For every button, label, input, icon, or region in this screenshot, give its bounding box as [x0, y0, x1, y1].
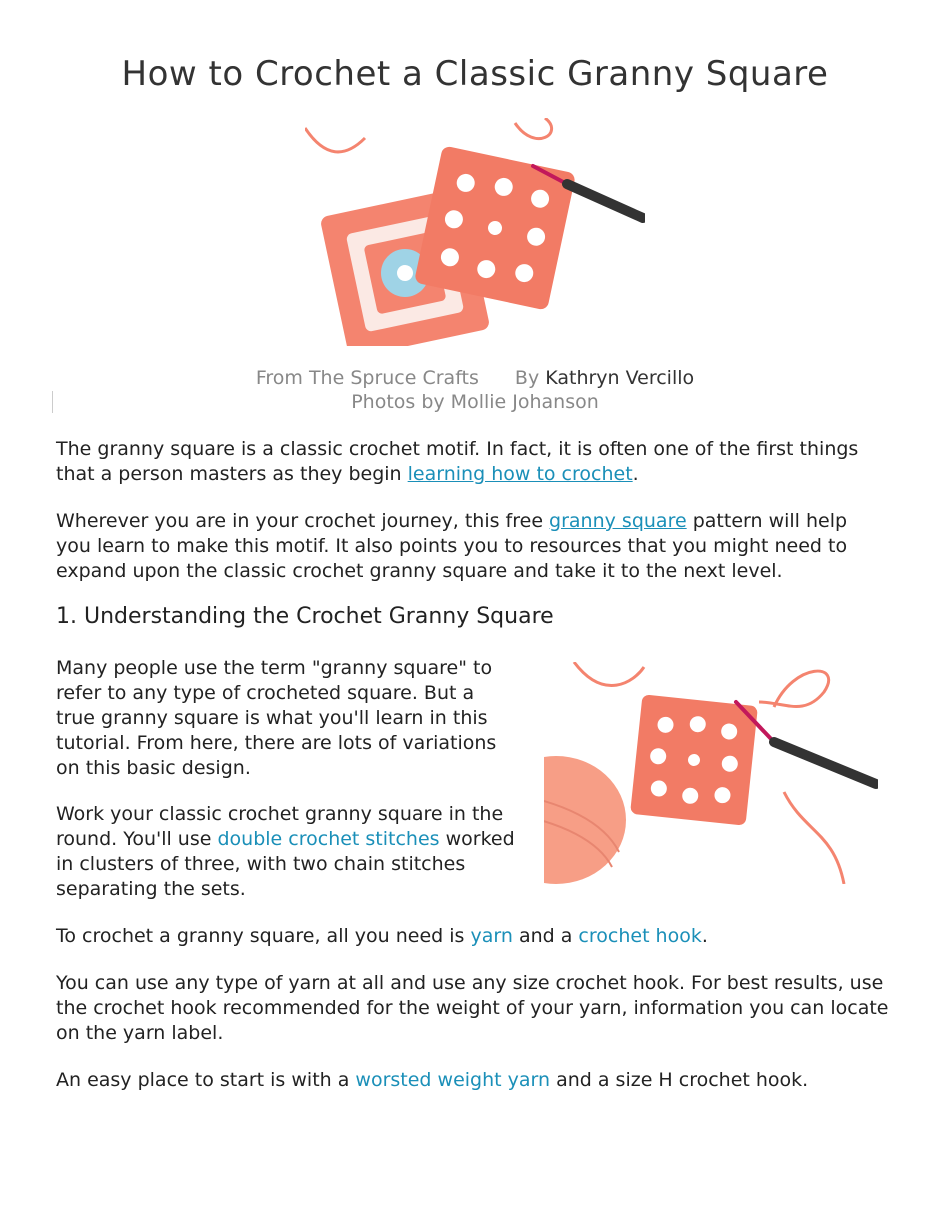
intro-paragraph-1: [56, 437, 896, 487]
source-text: From The Spruce Crafts: [255, 367, 479, 389]
worsted-weight-yarn-link[interactable]: worsted weight yarn: [355, 1069, 551, 1091]
section-rest-5: and a size H crochet hook.: [550, 1069, 809, 1091]
section-paragraph-2: [56, 802, 518, 902]
section-end-3: .: [701, 925, 708, 947]
crochet-hook-link[interactable]: crochet hook: [578, 925, 702, 947]
author-name: Kathryn Vercillo: [545, 367, 695, 389]
margin-marker: [52, 391, 53, 413]
intro-text-1: The granny square is a classic crochet motif. In fact, it is often one of the first things that a person masters as they begin: [56, 438, 859, 485]
section-paragraph-4: You can use any type of yarn at all and use any size crochet hook. For best results, use the crochet hook recommended for the weight of your yarn, information you can locate on the yarn label.: [56, 972, 889, 1044]
granny-square-image: [544, 662, 878, 884]
byline: [0, 366, 950, 414]
photo-credit: Photos by Mollie Johanson: [351, 391, 599, 413]
section-paragraph-3: [56, 924, 896, 949]
section-rest-2: worked in clusters of three, with two chain stitches separating the sets.: [56, 828, 515, 900]
by-label: By: [514, 367, 540, 389]
intro-text-2: Wherever you are in your crochet journey, this free: [56, 510, 550, 532]
granny-square-link[interactable]: granny square: [549, 510, 687, 532]
intro-end-1: .: [632, 463, 639, 485]
hero-image-granny-squares: [305, 118, 645, 346]
page-title: How to Crochet a Classic Granny Square: [121, 54, 829, 94]
section-heading-1: 1. Understanding the Crochet Granny Square: [56, 604, 554, 629]
section-text-5: An easy place to start is with a: [56, 1069, 356, 1091]
learning-how-to-crochet-link[interactable]: learning how to crochet: [407, 463, 633, 485]
intro-paragraph-2: [56, 509, 886, 584]
yarn-link[interactable]: yarn: [470, 925, 513, 947]
section-paragraph-5: [56, 1068, 896, 1093]
double-crochet-stitches-link[interactable]: double crochet stitches: [217, 828, 440, 850]
section-paragraph-1: Many people use the term "granny square" to refer to any type of crocheted square. But a true granny square is what you'll learn in this tutorial. From here, there are lots of variations on this basic design.: [56, 657, 497, 779]
section-mid-3: and a: [512, 925, 579, 947]
intro-rest-2: pattern will help you learn to make this motif. It also points you to resources that you might need to expand upon the classic crochet granny square and take it to the next level.: [56, 510, 848, 582]
section-text-2: Work your classic crochet granny square in the round. You'll use: [56, 803, 504, 850]
section-text-3: To crochet a granny square, all you need is: [56, 925, 471, 947]
